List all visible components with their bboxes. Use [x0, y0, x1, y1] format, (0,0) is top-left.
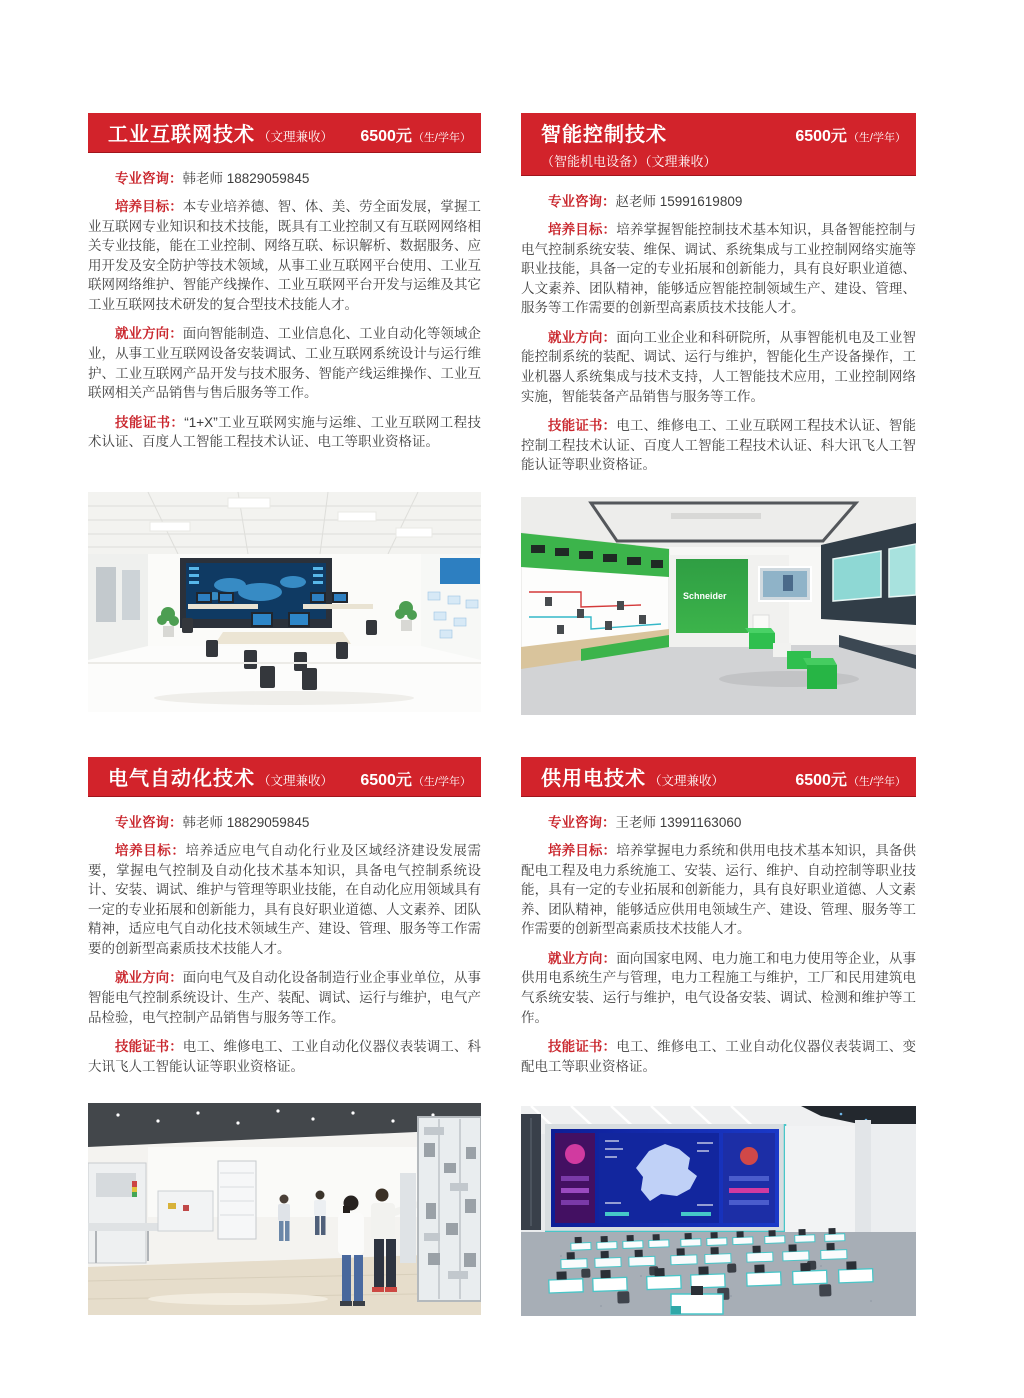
objectives-paragraph: 培养目标：培养适应电气自动化行业及区域经济建设发展需要，掌握电气控制及自动化技术基本知识，具备电气控制系统设计、安装、调试、维护与管理等职业技能，在自动化应用领域具有一定的专业拓展和创新能力，具有良好职业道德、人文素养、团队精神，适应电气自动化技术领域生产、建设、管理、服务等工作需要的创新型高素质技术技能人才。	[88, 843, 481, 956]
admission-note: （文理兼收）	[649, 774, 725, 788]
certificates-paragraph: 技能证书：电工、维修电工、工业自动化仪器仪表装调工、变配电工等职业资格证。	[521, 1039, 917, 1074]
objectives-paragraph: 培养目标：培养掌握智能控制技术基本知识，具备智能控制与电气控制系统安装、维保、调试、系统集成与工业控制网络实施等职业技能，具备一定的专业拓展和创新能力，具有良好职业道德、人文素养、团队精神，能够适应智能控制领域生产、建设、管理、服务等工作需要的创新型高素质技术技能人才。	[521, 222, 917, 316]
consult-line	[88, 811, 481, 831]
svg-text:Schneider: Schneider	[683, 591, 727, 601]
schneider-electric-lab-photo	[521, 497, 916, 715]
objectives-label: 培养目标：	[115, 199, 183, 214]
tuition-price: 6500元	[795, 772, 847, 789]
admission-note: （文理兼收）	[258, 774, 334, 788]
employment-label: 就业方向：	[548, 329, 617, 345]
certificates-label: 技能证书：	[115, 1039, 183, 1055]
program-title: 智能控制技术	[541, 124, 667, 146]
program-header-band	[521, 113, 916, 175]
employment-label: 就业方向：	[115, 970, 183, 986]
smart-classroom-control-room-photo	[88, 492, 481, 712]
program-card-electrical-automation	[88, 757, 481, 1317]
certificates-label: 技能证书：	[548, 418, 617, 434]
employment-label: 就业方向：	[548, 950, 617, 966]
tuition-unit: （生/学年）	[412, 776, 471, 788]
power-control-room-photo	[521, 1106, 916, 1316]
employment-paragraph: 就业方向：面向国家电网、电力施工和电力使用等企业，从事供用电系统生产与管理，电力工程施工与维护，工厂和民用建筑电气系统安装、运行与维护，电气设备安装、调试、检测和维护等工作。	[521, 950, 917, 1025]
objectives-label: 培养目标：	[115, 843, 186, 858]
program-card-intelligent-control	[521, 113, 916, 715]
consult-value: 韩老师 18829059845	[182, 171, 310, 186]
admission-note: （文理兼收）	[258, 130, 334, 144]
automation-training-lab-photo	[88, 1103, 481, 1315]
tuition-unit: （生/学年）	[412, 132, 471, 144]
program-title: 供用电技术	[541, 768, 646, 790]
tuition-price: 6500元	[360, 772, 412, 789]
employment-paragraph: 就业方向：面向工业企业和科研院所，从事智能机电及工业智能控制系统的装配、调试、运行与维护，智能化生产设备操作，工业机器人系统集成与技术支持，人工智能技术应用，工业控制网络实施，智能装备产品销售与服务等工作。	[521, 329, 917, 404]
certificates-paragraph: 技能证书：“1+X”工业互联网实施与运维、工业互联网工程技术认证、百度人工智能工程技术认证、电工等职业资格证。	[88, 414, 481, 450]
program-card-power-supply	[521, 757, 916, 1317]
program-header-band	[521, 757, 916, 796]
employment-paragraph: 就业方向：面向智能制造、工业信息化、工业自动化等领域企业，从事工业互联网设备安装调试、工业互联网系统设计与运行维护、工业互联网产品开发与技术服务、智能产线运维操作、工业互联网相关产品销售与售后服务等工作。	[88, 326, 482, 401]
consult-value: 赵老师 15991619809	[615, 194, 743, 209]
tuition-price: 6500元	[360, 128, 412, 145]
consult-line	[88, 167, 481, 187]
program-header-band	[88, 757, 481, 796]
certificates-label: 技能证书：	[115, 414, 185, 430]
certificates-label: 技能证书：	[548, 1039, 617, 1055]
program-title: 工业互联网技术	[108, 124, 255, 146]
employment-label: 就业方向：	[115, 326, 183, 342]
consult-label: 专业咨询：	[548, 194, 616, 209]
consult-value: 王老师 13991163060	[615, 815, 742, 830]
objectives-label: 培养目标：	[548, 222, 617, 237]
consult-line	[521, 190, 916, 210]
consult-label: 专业咨询：	[115, 815, 183, 830]
consult-label: 专业咨询：	[115, 171, 183, 186]
tuition-unit: （生/学年）	[847, 776, 906, 788]
certificates-paragraph: 技能证书：电工、维修电工、工业互联网工程技术认证、智能控制工程技术认证、百度人工智能工程技术认证、科大讯飞人工智能认证等职业资格证。	[521, 418, 917, 473]
program-header-band	[88, 113, 481, 152]
objectives-paragraph: 培养目标：本专业培养德、智、体、美、劳全面发展，掌握工业互联网专业知识和技术技能，既具有工业控制又有互联网网络相关专业技能，能在工业控制、网络互联、标识解析、数据服务、应用开发及安全防护等技术领域，从事工业互联网平台使用、工业互联网网络维护、智能产线操作、工业互联网平台开发与运维及其它工业互联网技术研发的复合型技术技能人才。	[88, 199, 482, 312]
objectives-paragraph: 培养目标：培养掌握电力系统和供用电技术基本知识，具备供配电工程及电力系统施工、安装、运行、维护、自动控制等职业技能，具有一定的专业拓展和创新能力，具有良好职业道德、人文素养、团队精神，能够适应供用电领域生产、建设、管理、服务等工作需要的创新型高素质技术技能人才。	[521, 843, 917, 937]
program-subtitle: （智能机电设备）（文理兼收）	[541, 154, 717, 169]
consult-label: 专业咨询：	[548, 815, 616, 830]
employment-paragraph: 就业方向：面向电气及自动化设备制造行业企事业单位，从事智能电气控制系统设计、生产、装配、调试、运行与维护，电气产品检验，电气控制产品销售与服务等工作。	[88, 970, 482, 1025]
program-title: 电气自动化技术	[108, 768, 255, 790]
tuition-price: 6500元	[795, 128, 847, 145]
consult-value: 韩老师 18829059845	[182, 815, 310, 830]
tuition-unit: （生/学年）	[847, 132, 906, 144]
certificates-paragraph: 技能证书：电工、维修电工、工业自动化仪器仪表装调工、科大讯飞人工智能认证等职业资格证。	[88, 1039, 482, 1074]
objectives-label: 培养目标：	[548, 843, 617, 858]
program-card-industrial-internet	[88, 113, 481, 715]
consult-line	[521, 811, 916, 831]
